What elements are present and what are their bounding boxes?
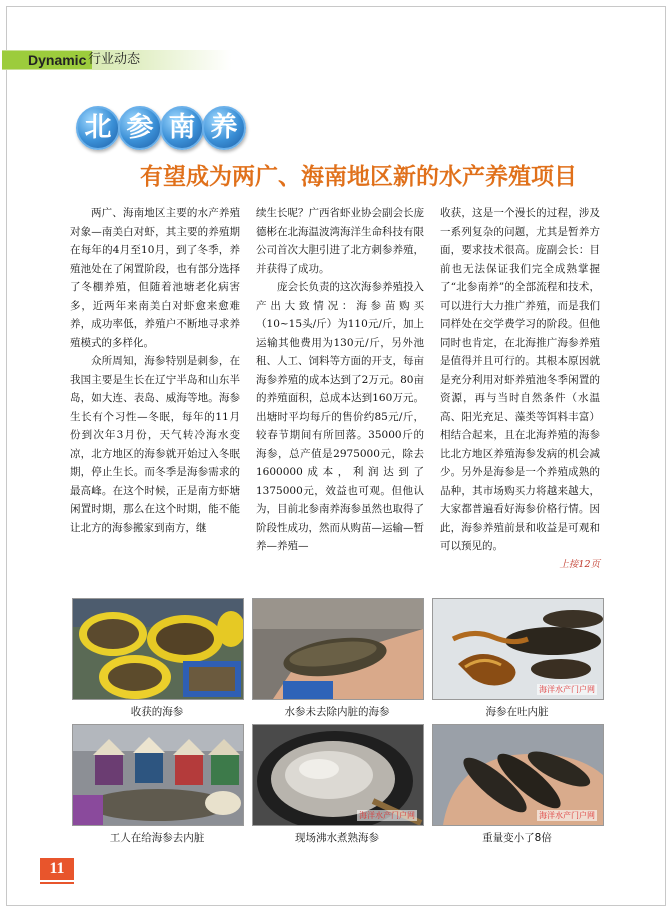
text-column-1	[70, 204, 240, 537]
text-column-2	[256, 204, 424, 556]
title-char: 参	[118, 106, 162, 150]
harvest-image	[73, 599, 243, 699]
page-number: 11	[40, 858, 74, 880]
watermark: 海洋水产门户网	[539, 685, 595, 694]
text-column-3	[440, 204, 600, 574]
photo-caption: 重量变小了8倍	[482, 832, 552, 844]
title-char: 养	[202, 106, 246, 150]
photo-caption: 收获的海参	[130, 706, 184, 718]
section-header	[2, 48, 322, 72]
article-subtitle: 有望成为两广、海南地区新的水产养殖项目	[140, 164, 577, 190]
photo-eviscerating	[432, 598, 604, 700]
continued-note: 上接12页	[559, 558, 600, 570]
photo-caption: 现场沸水煮熟海参	[295, 832, 379, 844]
paragraph: 庞会长负责的这次海参养殖投入产出大致情况：海参苗购买（10~15头/斤）为110元/斤，加上运输其他费用为130元/斤，另外池租、人工、饲料等方面的开支，每亩海参养殖的成本达到了2万元。80亩的养殖面积，总成本达到160万元。出塘时平均每斤的售价约85元/斤，较春节期间有所回落。35000斤的海参，总产值是2975000元，除去1600000成本，利润达到了1375000元，效益也可观。但他认为，目前北参南养海参虽然也取得了阶段性成功，然而从购苗—运输—暂养—养殖—	[256, 281, 424, 552]
photo-harvest	[72, 598, 244, 700]
photo-caption: 海参在吐内脏	[485, 706, 549, 718]
photo-caption: 工人在给海参去内脏	[109, 832, 205, 844]
workers-image	[73, 725, 243, 825]
page-number-underline	[40, 882, 74, 884]
section-en-label: Dynamic	[2, 51, 92, 69]
photo-workers	[72, 724, 244, 826]
paragraph: 众所周知，海参特别是刺参，在我国主要是生长在辽宁半岛和山东半岛，如大连、表岛、威海等地。海参生长有个习性—冬眠，每年的11月份到次年3月份，天气转冷海水变凉，北方地区的海参就开始过入冬眠期，停止生长。而冬季是海参需求的最高峰。在这个时候，正是南方虾塘闲置时期，那么在这个时期，能不能让北方的海参搬家到南方，继	[70, 355, 240, 534]
watermark: 海洋水产门户网	[359, 811, 415, 820]
paragraph: 两广、海南地区主要的水产养殖对象—南美白对虾，其主要的养殖期在每年的4月至10月，到了冬季，养殖池处在了闲置阶段，也有部分选择了冬棚养殖，但随着池塘老化病害多，近两年来南美白对虾愈来愈难养，成功率低，养殖户不断地寻求养殖模式的多样化。	[70, 207, 240, 349]
paragraph: 收获，这是一个漫长的过程，涉及一系列复杂的问题，尤其是暂养方面，要求技术很高。庞副会长：目前也无法保证我们完全成熟掌握了“北参南养”的全部流程和技术，可以进行大力推广养殖，而是我们同样处在交学费学习的阶段。但他同时也肯定，在北海推广海参养殖是值得并且可行的。其根本原因就是充分利用对虾养殖池冬季闲置的资源，再与当时自然条件（水温高、阳光充足、藻类等饵料丰富）相结合起来，且在北海养殖的海参比北方地区养殖海参发病的机会减少。另外是海参是一个养殖成熟的品种，其市场购买力将越来越大，大家都普遍看好海参价格行情。因此，海参养殖前景和收益是可观和可以预见的。	[440, 207, 600, 552]
photo-boiling	[252, 724, 424, 826]
section-zh-label: 行业动态	[88, 52, 141, 67]
unprocessed-image	[253, 599, 423, 699]
photo-unprocessed	[252, 598, 424, 700]
title-char: 北	[76, 106, 120, 150]
watermark: 海洋水产门户网	[539, 811, 595, 820]
paragraph: 续生长呢？广西省虾业协会副会长庞德彬在北海温波湾海洋生命科技有限公司首次大胆引进了北方刺参养殖，并获得了成功。	[256, 207, 424, 275]
photo-caption: 水参未去除内脏的海参	[284, 706, 390, 718]
title-char: 南	[160, 106, 204, 150]
photo-shrunk	[432, 724, 604, 826]
